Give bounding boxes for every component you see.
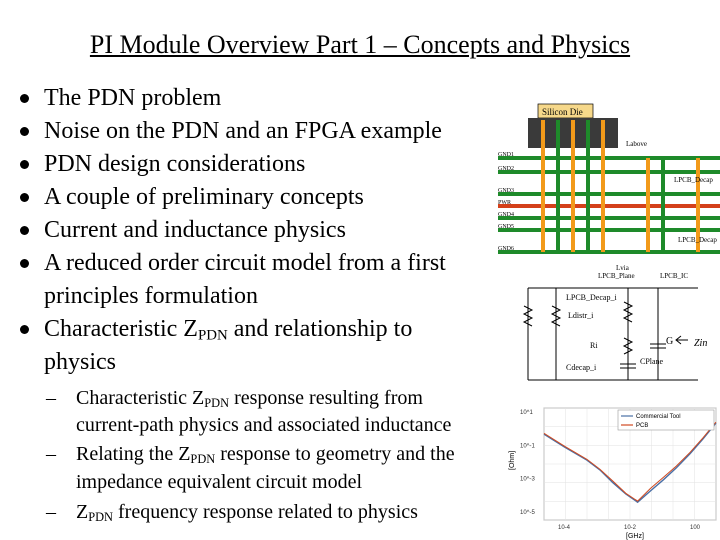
y-tick-label: 10^1 [520, 410, 533, 416]
layer-name: GND4 [498, 212, 514, 218]
c-decap-i-label: Cdecap_i [566, 363, 597, 372]
circuit-model-figure [508, 282, 720, 386]
l-pcb-decap-label: LPCB_Decap [674, 176, 713, 184]
x-axis-label: [GHz] [626, 533, 644, 540]
slide-title: PI Module Overview Part 1 – Concepts and Physics [89, 30, 631, 59]
legend-label: PCB [636, 423, 649, 429]
y-tick-label: 10^-3 [520, 476, 535, 483]
sub-bullet-item: Relating the $Z_{PDN}$ response to geometry and the [76, 443, 455, 467]
bullet-dot [20, 226, 29, 235]
r-i-label: Ri [590, 341, 598, 350]
sub-bullet-item-continued: current-path physics and associated inductance [76, 414, 452, 436]
y-axis-label: [Ohm] [509, 450, 516, 470]
bullet-item-continued: principles formulation [44, 283, 258, 309]
legend-label: Commercial Tool [636, 414, 681, 420]
bullet-item: Current and inductance physics [44, 217, 346, 243]
y-tick-label: 10^-5 [520, 510, 535, 516]
z-in-label: Zin [694, 338, 708, 349]
layer-name: GND5 [498, 224, 514, 230]
bullet-item: PDN design considerations [44, 151, 306, 177]
bullet-item: A reduced order circuit model from a first [44, 250, 446, 276]
sub-bullet-dash: – [46, 443, 56, 465]
layer-names [498, 152, 514, 252]
l-distr-i-label: Ldistr_i [568, 311, 594, 320]
l-via-label: Lvia [616, 264, 629, 272]
legend [618, 410, 714, 430]
x-tick-label: 10-4 [558, 525, 571, 531]
bullet-dot [20, 325, 29, 334]
l-pcb-plane-label: LPCB_Plane [598, 272, 635, 280]
sub-bullet-dash: – [46, 387, 56, 409]
g-label: G [666, 336, 674, 347]
layer-name: GND3 [498, 188, 514, 194]
sub-bullet-dash: – [46, 501, 56, 523]
y-tick-label: 10^-1 [520, 443, 535, 450]
legend-box [618, 410, 714, 430]
x-tick-label: 100 [690, 525, 701, 531]
bullet-item: Characteristic $Z_{PDN}$ and relationship to [44, 316, 413, 344]
bullet-dot [20, 259, 29, 268]
l-above-label: Labove [626, 140, 647, 148]
die-label: Silicon Die [542, 107, 583, 117]
bullet-item: The PDN problem [44, 85, 222, 111]
l-pcb-ic-label: LPCB_IC [660, 272, 689, 280]
bullet-item: Noise on the PDN and an FPGA example [44, 118, 442, 144]
l-decap-label: LPCB_Decap [678, 236, 717, 244]
l-pcb-decap-i-label: LPCB_Decap_i [566, 293, 617, 302]
pcb-stackup-figure [498, 102, 720, 280]
bullet-dot [20, 193, 29, 202]
layer-name: PWR [498, 200, 512, 206]
layer-name: GND1 [498, 152, 514, 158]
bullet-item: A couple of preliminary concepts [44, 184, 364, 210]
layer-name: GND2 [498, 166, 514, 172]
x-tick-label: 10-2 [624, 525, 637, 531]
impedance-chart [506, 400, 720, 540]
c-plane-label: CPlane [640, 357, 664, 366]
bullet-dot [20, 160, 29, 169]
bullet-dot [20, 127, 29, 136]
sub-bullet-item: Characteristic $Z_{PDN}$ response resulting from [76, 387, 423, 411]
circuit-labels [566, 293, 707, 372]
layer-name: GND6 [498, 246, 514, 252]
bullet-dot [20, 94, 29, 103]
sub-bullet-item-continued: impedance equivalent circuit model [76, 471, 362, 493]
bullet-item-continued: physics [44, 349, 116, 375]
sub-bullet-item: $Z_{PDN}$ frequency response related to physics [76, 501, 418, 525]
